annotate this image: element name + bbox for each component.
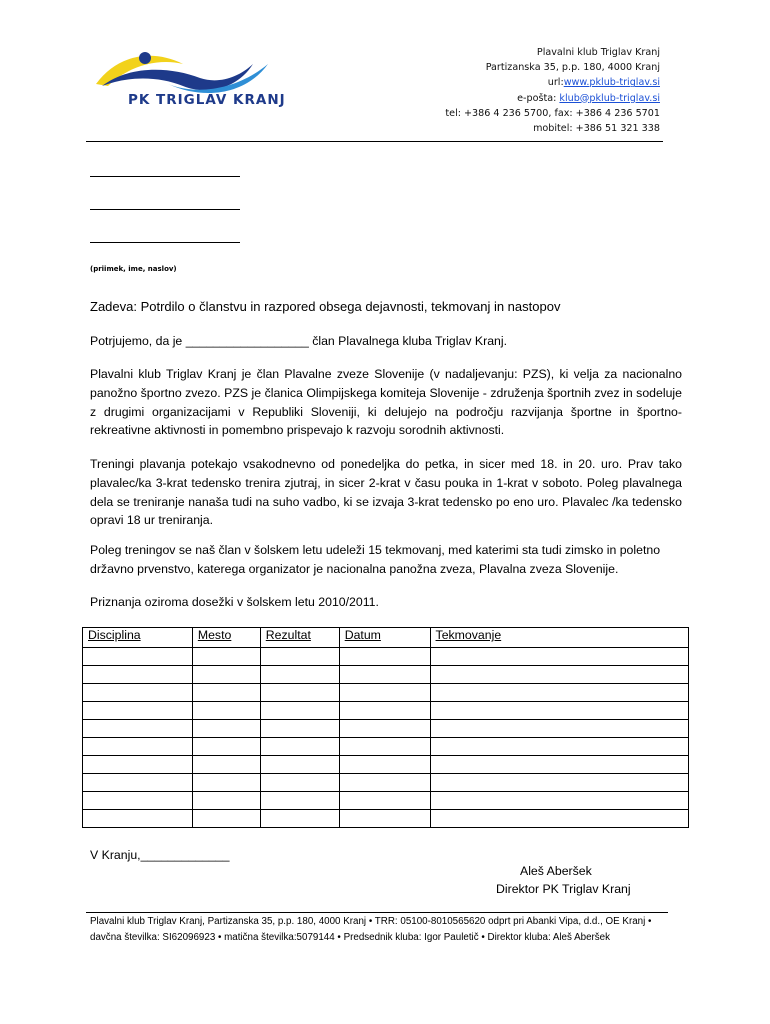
table-cell[interactable] xyxy=(339,774,430,792)
club-address: Partizanska 35, p.p. 180, 4000 Kranj xyxy=(485,62,660,74)
table-cell[interactable] xyxy=(260,774,339,792)
phone-fax: tel: +386 4 236 5700, fax: +386 4 236 5701 xyxy=(445,107,660,119)
table-cell[interactable] xyxy=(83,702,193,720)
table-cell[interactable] xyxy=(339,720,430,738)
table-cell[interactable] xyxy=(83,738,193,756)
table-row xyxy=(83,648,689,666)
table-cell[interactable] xyxy=(339,684,430,702)
table-cell[interactable] xyxy=(430,774,688,792)
table-cell[interactable] xyxy=(430,756,688,774)
mobile-phone: mobitel: +386 51 321 338 xyxy=(533,123,660,135)
logo-text: PK TRIGLAV KRANJ xyxy=(128,92,286,108)
table-cell[interactable] xyxy=(260,666,339,684)
table-cell[interactable] xyxy=(430,648,688,666)
column-header-rezultat: Rezultat xyxy=(260,628,339,648)
table-cell[interactable] xyxy=(260,792,339,810)
url-line xyxy=(445,75,660,90)
contact-block xyxy=(445,45,660,136)
table-row xyxy=(83,810,689,828)
achievements-table xyxy=(82,627,689,828)
paragraph-competitions: Poleg treningov se naš član v šolskem letu udeleži 15 tekmovanj, med katerimi sta tudi zimsko in poletno državno prvenstvo, katerega organizator je nacionalna panožna zveza, Plavalna zveza Slovenije. xyxy=(90,543,661,576)
email-line xyxy=(445,91,660,106)
table-header-row xyxy=(83,628,689,648)
achievements-heading: Priznanja oziroma dosežki v šolskem letu 2010/2011. xyxy=(90,595,379,609)
footer-divider xyxy=(86,912,668,913)
table-row xyxy=(83,774,689,792)
table-row xyxy=(83,684,689,702)
url-label: url: xyxy=(547,77,564,89)
address-note: (priimek, ime, naslov) xyxy=(90,265,177,273)
table-cell[interactable] xyxy=(192,684,260,702)
address-blank-line-2 xyxy=(90,209,240,210)
table-cell[interactable] xyxy=(192,792,260,810)
email-label: e-pošta: xyxy=(517,92,557,104)
table-cell[interactable] xyxy=(260,756,339,774)
paragraph-training: Treningi plavanja potekajo vsakodnevno od ponedeljka do petka, in sicer med 18. in 20. uro. Prav tako plavalec/ka 3-krat tedensko trenira zjutraj, in sicer 2-krat v času pouka in 1-krat v soboto. Poleg plavalnega dela se treniranje nanaša tudi na suho vadbo, ki se izvaja 3-krat tedensko po eno uro. Plavalec /ka tedensko opravi 18 ur treniranja. xyxy=(90,457,682,528)
table-cell[interactable] xyxy=(83,684,193,702)
table-cell[interactable] xyxy=(430,666,688,684)
table-row xyxy=(83,666,689,684)
column-header-tekmovanje: Tekmovanje xyxy=(430,628,688,648)
table-cell[interactable] xyxy=(430,738,688,756)
table-cell[interactable] xyxy=(83,810,193,828)
place-date-line: V Kranju,_____________ xyxy=(90,848,230,862)
table-cell[interactable] xyxy=(192,738,260,756)
signer-title: Direktor PK Triglav Kranj xyxy=(496,882,631,896)
column-header-mesto: Mesto xyxy=(192,628,260,648)
table-row xyxy=(83,756,689,774)
header-divider xyxy=(86,141,663,142)
subject-line: Zadeva: Potrdilo o članstvu in razpored obsega dejavnosti, tekmovanj in nastopov xyxy=(90,299,561,314)
table-cell[interactable] xyxy=(260,738,339,756)
table-cell[interactable] xyxy=(83,648,193,666)
table-row xyxy=(83,738,689,756)
table-cell[interactable] xyxy=(192,720,260,738)
table-cell[interactable] xyxy=(260,720,339,738)
table-cell[interactable] xyxy=(192,666,260,684)
logo-swimmer-head xyxy=(139,52,151,64)
table-cell[interactable] xyxy=(83,720,193,738)
table-cell[interactable] xyxy=(260,810,339,828)
table-row xyxy=(83,792,689,810)
table-cell[interactable] xyxy=(83,756,193,774)
table-cell[interactable] xyxy=(339,666,430,684)
column-header-disciplina: Disciplina xyxy=(83,628,193,648)
table-cell[interactable] xyxy=(430,810,688,828)
table-cell[interactable] xyxy=(83,792,193,810)
table-cell[interactable] xyxy=(339,738,430,756)
table-cell[interactable] xyxy=(430,720,688,738)
footer xyxy=(90,914,690,946)
column-header-datum: Datum xyxy=(339,628,430,648)
table-cell[interactable] xyxy=(339,756,430,774)
table-row xyxy=(83,702,689,720)
table-cell[interactable] xyxy=(192,810,260,828)
club-name: Plavalni klub Triglav Kranj xyxy=(536,47,660,58)
table-cell[interactable] xyxy=(260,648,339,666)
email-link[interactable]: klub@pklub-triglav.si xyxy=(559,92,660,104)
table-cell[interactable] xyxy=(339,792,430,810)
table-cell[interactable] xyxy=(192,774,260,792)
signer-name: Aleš Aberšek xyxy=(520,864,592,878)
table-cell[interactable] xyxy=(192,648,260,666)
table-cell[interactable] xyxy=(430,702,688,720)
table-cell[interactable] xyxy=(192,702,260,720)
address-blank-line-3 xyxy=(90,242,240,243)
membership-confirmation: Potrjujemo, da je __________________ član Plavalnega kluba Triglav Kranj. xyxy=(90,334,508,348)
footer-line-2: davčna številka: SI62096923 • matična številka:5079144 • Predsednik kluba: Igor Pauletič • Direktor kluba: Aleš Aberšek xyxy=(90,932,611,943)
table-cell[interactable] xyxy=(339,702,430,720)
address-blank-line-1 xyxy=(90,176,240,177)
url-link[interactable]: www.pklub-triglav.si xyxy=(563,77,660,89)
table-cell[interactable] xyxy=(339,648,430,666)
table-cell[interactable] xyxy=(192,756,260,774)
table-cell[interactable] xyxy=(430,684,688,702)
table-cell[interactable] xyxy=(83,774,193,792)
footer-line-1: Plavalni klub Triglav Kranj, Partizanska 35, p.p. 180, 4000 Kranj • TRR: 05100-8010565620 odprt pri Abanki Vipa, d.d., OE Kranj • xyxy=(90,916,652,927)
table-cell[interactable] xyxy=(430,792,688,810)
table-cell[interactable] xyxy=(260,702,339,720)
table-row xyxy=(83,720,689,738)
paragraph-pzs: Plavalni klub Triglav Kranj je član Plavalne zveze Slovenije (v nadaljevanju: PZS), ki velja za nacionalno panožno športno zvezo. PZS je članica Olimpijskega komiteja Slovenije - združenja športnih zvez in sodeluje z drugimi organizacijami v Republiki Sloveniji, ki delujejo na področju razvijanja športne in športno- rekreativne aktivnosti in pomembno prispevajo k razvoju sorodnih aktivnosti. xyxy=(90,367,682,438)
table-cell[interactable] xyxy=(339,810,430,828)
table-cell[interactable] xyxy=(83,666,193,684)
table-cell[interactable] xyxy=(260,684,339,702)
